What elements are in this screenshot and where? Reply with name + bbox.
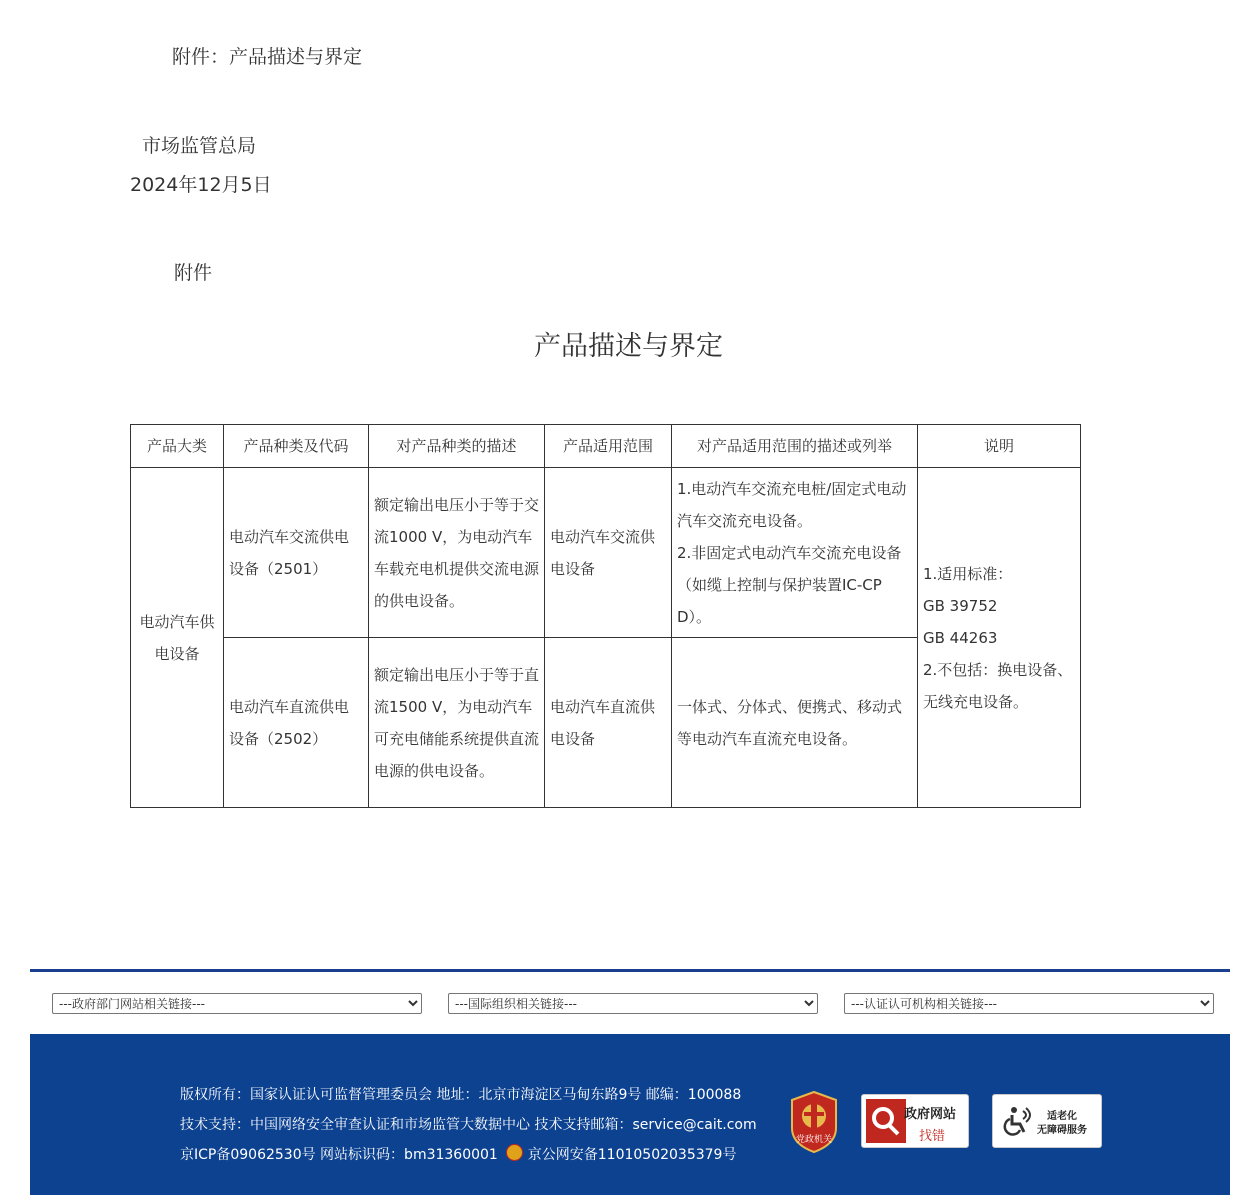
accessibility-top-label: 适老化 [1047, 1111, 1077, 1122]
cell-type-desc: 额定输出电压小于等于直流1500 V，为电动汽车可充电储能系统提供直流电源的供电设备。 [369, 638, 545, 808]
cell-notes [918, 468, 1081, 808]
notes-line: GB 44263 [923, 628, 998, 647]
find-error-label: 找错 [919, 1129, 946, 1144]
copyright-text: 版权所有：国家认证认可监督管理委员会 地址：北京市海淀区马甸东路9号 邮编：100088 [180, 1087, 742, 1103]
gov-site-label: 政府网站 [904, 1107, 957, 1122]
party-gov-badge-label: 党政机关 [795, 1135, 832, 1145]
accessibility-badge[interactable] [992, 1094, 1102, 1148]
tech-support-text: 技术支持：中国网络安全审查认证和市场监管大数据中心 技术支持邮箱：service@cait.com [180, 1117, 757, 1133]
attachment-label: 附件 [174, 262, 213, 284]
footer-divider [30, 969, 1230, 972]
header-scope-desc: 对产品适用范围的描述或列举 [672, 425, 918, 468]
header-notes: 说明 [918, 425, 1081, 468]
icp-text[interactable]: 京ICP备09062530号 网站标识码：bm31360001 [180, 1147, 498, 1163]
police-emblem-icon [506, 1144, 523, 1161]
cell-scope-desc: 一体式、分体式、便携式、移动式等电动汽车直流充电设备。 [672, 638, 918, 808]
table-header-row [131, 425, 1081, 468]
party-gov-badge[interactable] [788, 1090, 840, 1154]
police-record-text[interactable]: 京公网安备11010502035379号 [527, 1147, 737, 1163]
table-row [131, 468, 1081, 638]
issuer: 市场监管总局 [142, 135, 257, 157]
site-footer [30, 1034, 1230, 1195]
document-title: 产品描述与界定 [534, 331, 723, 362]
notes-line: 1.适用标准： [923, 564, 1013, 583]
cell-type-desc: 额定输出电压小于等于交流1000 V，为电动汽车车载充电机提供交流电源的供电设备。 [369, 468, 545, 638]
cell-type-code: 电动汽车直流供电设备（2502） [224, 638, 369, 808]
gov-links-select[interactable] [52, 993, 422, 1014]
accessibility-icon [1003, 1105, 1035, 1137]
header-scope: 产品适用范围 [545, 425, 672, 468]
icp-line [180, 1144, 736, 1164]
gov-site-report-badge[interactable] [861, 1094, 969, 1148]
magnifier-icon [866, 1099, 906, 1143]
cell-category: 电动汽车供电设备 [131, 468, 224, 808]
notes-line: GB 39752 [923, 596, 998, 615]
scope-desc-line: 2.非固定式电动汽车交流充电设备（如缆上控制与保护装置IC-CPD）。 [677, 543, 902, 626]
header-type-code: 产品种类及代码 [224, 425, 369, 468]
intl-links-select[interactable] [448, 993, 818, 1014]
notes-line: 2.不包括：换电设备、无线充电设备。 [923, 660, 1073, 711]
product-table [130, 424, 1081, 808]
header-category: 产品大类 [131, 425, 224, 468]
cell-type-code: 电动汽车交流供电设备（2501） [224, 468, 369, 638]
scope-desc-line: 1.电动汽车交流充电桩/固定式电动汽车交流充电设备。 [677, 479, 907, 530]
attachment-heading: 附件：产品描述与界定 [172, 46, 363, 68]
cell-scope: 电动汽车直流供电设备 [545, 638, 672, 808]
accessibility-bottom-label: 无障碍服务 [1037, 1125, 1087, 1136]
cert-links-select[interactable] [844, 993, 1214, 1014]
issue-date: 2024年12月5日 [130, 174, 272, 196]
header-type-desc: 对产品种类的描述 [369, 425, 545, 468]
cell-scope-desc [672, 468, 918, 638]
cell-scope: 电动汽车交流供电设备 [545, 468, 672, 638]
